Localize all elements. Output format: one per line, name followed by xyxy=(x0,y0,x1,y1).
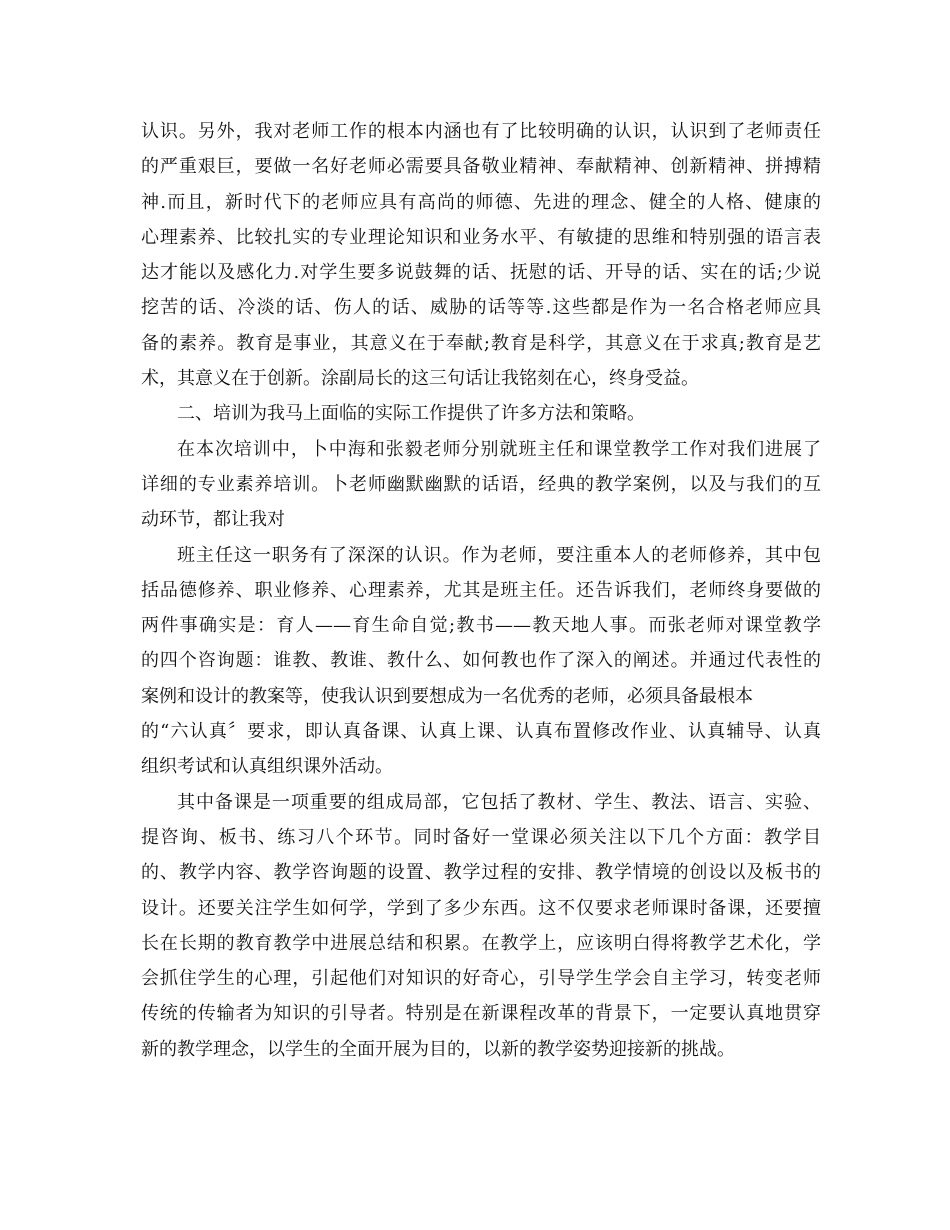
text-line: 神.而且，新时代下的老师应具有高尚的师德、先进的理念、健全的人格、健康的 xyxy=(141,191,821,213)
text-line: 设计。还要关注学生如何学，学到了多少东西。这不仅要求老师课时备课，还要擅 xyxy=(141,897,821,919)
text-line: 心理素养、比较扎实的专业理论知识和业务水平、有敏捷的思维和特别强的语言表 xyxy=(141,226,821,248)
text-line: 提咨询、板书、练习八个环节。同时备好一堂课必须关注以下几个方面：教学目 xyxy=(141,826,821,848)
text-line: 的四个咨询题：谁教、教谁、教什么、如何教也作了深入的阐述。并通过代表性的 xyxy=(141,650,821,672)
paragraph-2 xyxy=(141,396,821,431)
section-heading: 二、培训为我马上面临的实际工作提供了许多方法和策略。 xyxy=(177,403,645,425)
text-line: 挖苦的话、冷淡的话、伤人的话、威胁的话等等.这些都是作为一名合格老师应具 xyxy=(141,297,821,319)
text-line: 会抓住学生的心理，引起他们对知识的好奇心，引导学生学会自主学习，转变老师 xyxy=(141,968,821,990)
text-line: 案例和设计的教案等，使我认识到要想成为一名优秀的老师，必须具备最根本 xyxy=(141,685,753,707)
text-line: 备的素养。教育是事业，其意义在于奉献;教育是科学，其意义在于求真;教育是艺 xyxy=(141,332,821,354)
paragraph-1 xyxy=(141,114,821,396)
text-line: 括品德修养、职业修养、心理素养，尤其是班主任。还告诉我们，老师终身要做的 xyxy=(141,579,821,601)
text-line: 的“六认真〞要求，即认真备课、认真上课、认真布置修改作业、认真辅导、认真 xyxy=(141,721,821,743)
text-line: 组织考试和认真组织课外活动。 xyxy=(141,756,393,778)
text-line: 的、教学内容、教学咨询题的设置、教学过程的安排、教学情境的创设以及板书的 xyxy=(141,862,821,884)
text-line: 两件事确实是：育人——育生命自觉;教书——教天地人事。而张老师对课堂教学 xyxy=(141,615,821,637)
text-line: 在本次培训中，卜中海和张毅老师分别就班主任和课堂教学工作对我们进展了 xyxy=(177,438,821,460)
text-line: 详细的专业素养培训。卜老师幽默幽默的话语，经典的教学案例，以及与我们的互 xyxy=(141,473,821,495)
text-line: 认识。另外，我对老师工作的根本内涵也有了比较明确的认识，认识到了老师责任 xyxy=(141,121,821,142)
document-body xyxy=(141,114,821,1067)
text-line: 传统的传输者为知识的引导者。特别是在新课程改革的背景下，一定要认真地贯穿 xyxy=(141,1003,821,1025)
text-line: 长在长期的教育教学中进展总结和积累。在教学上，应该明白得将教学艺术化，学 xyxy=(141,932,821,954)
text-line: 的严重艰巨，要做一名好老师必需要具备敬业精神、奉献精神、创新精神、拼搏精 xyxy=(141,156,821,178)
text-line: 达才能以及感化力.对学生要多说鼓舞的话、抚慰的话、开导的话、实在的话;少说 xyxy=(141,262,821,284)
text-line: 其中备课是一项重要的组成局部，它包括了教材、学生、教法、语言、实验、 xyxy=(177,791,821,813)
paragraph-4 xyxy=(141,538,821,785)
paragraph-5 xyxy=(141,785,821,1067)
paragraph-3 xyxy=(141,432,821,538)
text-line: 新的教学理念，以学生的全面开展为目的，以新的教学姿势迎接新的挑战。 xyxy=(141,1038,735,1060)
text-line: 动环节，都让我对 xyxy=(141,509,285,531)
text-line: 班主任这一职务有了深深的认识。作为老师，要注重本人的老师修养，其中包 xyxy=(177,544,821,566)
text-line: 术，其意义在于创新。涂副局长的这三句话让我铭刻在心，终身受益。 xyxy=(141,368,699,390)
